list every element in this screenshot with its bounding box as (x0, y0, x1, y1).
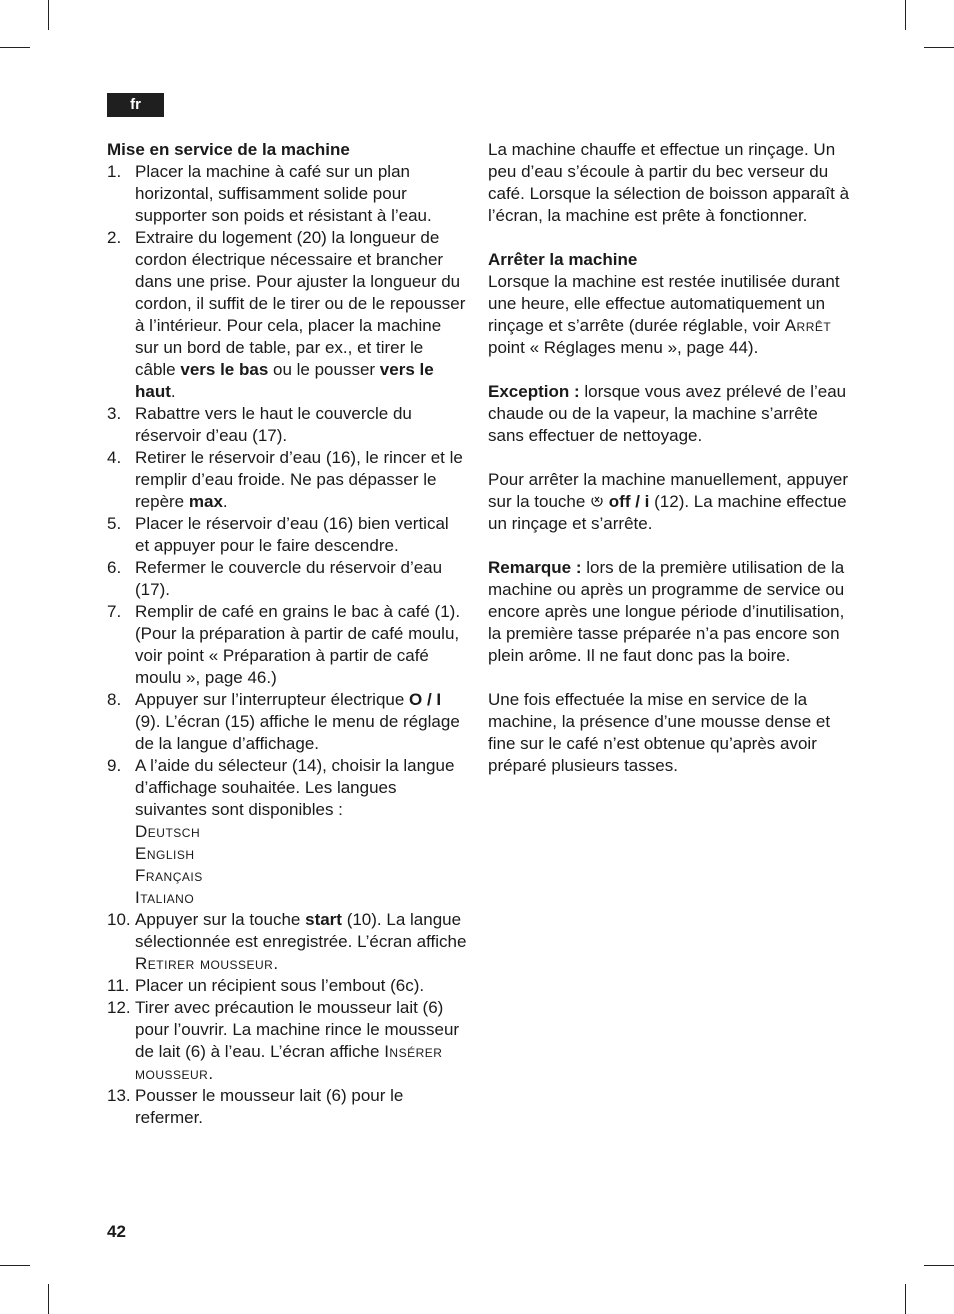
language-tab: fr (107, 93, 164, 117)
crop-mark (924, 47, 954, 48)
list-item: 5. Placer le réservoir d’eau (16) bien vertical et appuyer pour le faire descendre. (107, 514, 449, 555)
crop-mark (48, 1284, 49, 1314)
list-item: 2. Extraire du logement (20) la longueur de cordon électrique nécessaire et brancher dans une prise. Pour ajuster la longueur du cordon, il suffit de le tirer ou de le repousser à l’intérieur. Pour cela, placer la machine sur un bord de table, par ex., et tirer le câble vers le bas ou le pousser vers le haut. (107, 228, 466, 401)
crop-mark (924, 1265, 954, 1266)
page-number: 42 (107, 1222, 126, 1241)
crop-mark (905, 0, 906, 30)
crop-mark (0, 47, 30, 48)
list-item: 7. Remplir de café en grains le bac à café (1). (Pour la préparation à partir de café moulu, voir point « Préparation à partir de café moulu », page 46.) (107, 602, 461, 687)
exception-paragraph: Exception : lorsque vous avez prélevé de l’eau chaude ou de la vapeur, la machine s’arrête sans effectuer de nettoyage. (488, 382, 847, 445)
language-option: Deutsch (135, 822, 201, 841)
list-item: 8. Appuyer sur l’interrupteur électrique O / I (9). L’écran (15) affiche le menu de réglage de la langue d’affichage. (107, 690, 460, 753)
list-item: 13. Pousser le mousseur lait (6) pour le refermer. (107, 1086, 404, 1127)
language-option: Italiano (135, 888, 195, 907)
stop-paragraph: Lorsque la machine est restée inutilisée durant une heure, elle effectue automatiquement un rinçage et s’arrête (durée réglable, voir Arrêt point « Réglages menu », page 44). (488, 272, 840, 357)
list-item: 1. Placer la machine à café sur un plan horizontal, suffisamment solide pour supporter son poids et résistant à l’eau. (107, 162, 432, 225)
intro-paragraph: La machine chauffe et effectue un rinçage. Un peu d’eau s’écoule à partir du bec verseur du café. Lorsque la sélection de boisson apparaît à l’écran, la machine est prête à fonctionner. (488, 140, 850, 225)
language-option: Français (135, 866, 203, 885)
list-item: 3. Rabattre vers le haut le couvercle du réservoir d’eau (17). (107, 404, 412, 445)
manual-stop-paragraph: Pour arrêter la machine manuellement, appuyer sur la touche off / i (12). La machine effectue un rinçage et s’arrête. (488, 470, 849, 533)
setup-steps-list (107, 161, 467, 1129)
list-item: 12. Tirer avec précaution le mousseur lait (6) pour l’ouvrir. La machine rince le mousseur de lait (6) à l’eau. L’écran affiche Insérer mousseur. (107, 998, 460, 1083)
power-off-icon (590, 494, 604, 508)
right-column (488, 139, 853, 777)
crop-mark (0, 1265, 30, 1266)
list-item: 4. Retirer le réservoir d’eau (16), le rincer et le remplir d’eau froide. Ne pas dépasser le repère max. (107, 448, 463, 511)
section-heading-setup: Mise en service de la machine (107, 140, 350, 159)
list-item: 10. Appuyer sur la touche start (10). La langue sélectionnée est enregistrée. L’écran affiche Retirer mousseur. (107, 910, 467, 973)
list-item: 9. A l’aide du sélecteur (14), choisir la langue d’affichage souhaitée. Les langues suivantes sont disponibles : Deutsch English Français Italiano (107, 755, 467, 909)
list-item: 11. Placer un récipient sous l’embout (6c). (107, 976, 425, 995)
remark-paragraph: Remarque : lors de la première utilisation de la machine ou après un programme de service ou encore après une longue période d’inutilisation, la première tasse préparée n’a pas encore son plein arôme. Il ne faut donc pas la boire. (488, 558, 845, 665)
crop-mark (48, 0, 49, 30)
crop-mark (905, 1284, 906, 1314)
list-item: 6. Refermer le couvercle du réservoir d’eau (17). (107, 558, 443, 599)
final-paragraph: Une fois effectuée la mise en service de la machine, la présence d’une mousse dense et fine sur le café n’est obtenue qu’après avoir préparé plusieurs tasses. (488, 690, 831, 775)
section-heading-stop: Arrêter la machine (488, 250, 638, 269)
language-option: English (135, 844, 195, 863)
left-column (107, 139, 467, 1129)
